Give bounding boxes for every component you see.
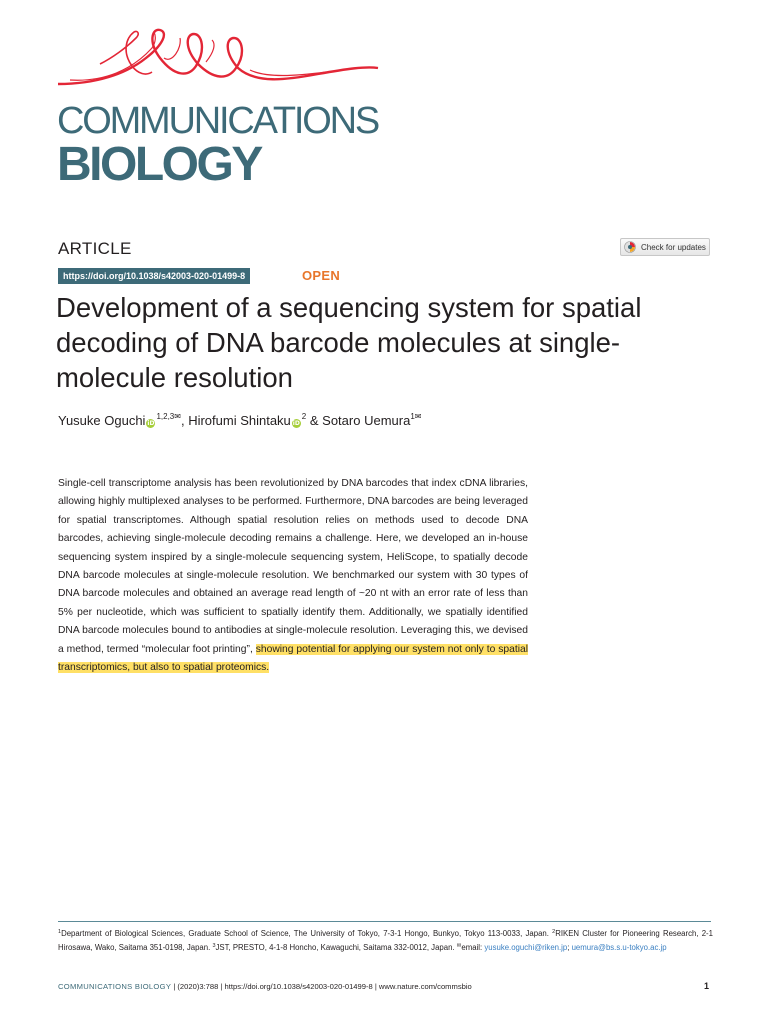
abstract-text: Single-cell transcriptome analysis has been revolutionized by DNA barcodes that index cDNA libraries, allowing highly multiplexed analyses to be performed. Furthermore, DNA barcodes are being leveraged for spatial transcriptomes. Although spatial resolution relies on methods used to decode DNA barcodes, achieving single-molecule decoding remains a challenge. Here, we developed an in-house sequencing system inspired by a single-molecule sequencing system, HeliScope, to spatially decode DNA barcode molecules at single-molecule resolution. We benchmarked our system with 30 types of DNA barcode molecules and obtained an average read length of ~20 nt with an error rate of less than 5% per nucleotide, which was sufficient to spatially identify them. Additionally, we spatially identified DNA barcode molecules bound to antibodies at single-molecule resolution. Leveraging this, we devised a method, termed “molecular foot printing”, (58, 478, 528, 655)
affiliation-number: 2 (552, 929, 556, 935)
footnote-divider (58, 921, 711, 922)
wave-stroke-thin (70, 32, 326, 80)
author-list (58, 408, 421, 430)
journal-name-line2: BIOLOGY (57, 138, 261, 191)
author-separator: , (180, 413, 189, 428)
abstract-highlighted-text: showing potential for applying our system not only to spatial transcriptomics, but also to spatial proteomics. (58, 643, 528, 674)
check-updates-icon (624, 241, 636, 253)
author-separator: & (306, 413, 323, 428)
affiliation-text: Department of Biological Sciences, Graduate School of Science, The University of Tokyo, 7-3-1 Hongo, Bunkyo, Tokyo 113-0033, Japan. (61, 929, 553, 938)
affiliation-number: 1 (58, 929, 62, 935)
doi-link[interactable]: https://doi.org/10.1038/s42003-020-01499-8 (58, 268, 250, 284)
footer-journal-name: COMMUNICATIONS BIOLOGY (58, 982, 172, 991)
affiliation-number: 3 (212, 943, 216, 949)
author-affiliation-3: 1✉ (410, 412, 422, 421)
email-link-2[interactable]: uemura@bs.s.u-tokyo.ac.jp (571, 943, 667, 952)
affiliation-text: RIKEN Cluster for Pioneering Research, 2-1 Hirosawa, Wako, Saitama 351-0198, Japan. (58, 929, 713, 952)
journal-logo-wave (56, 18, 380, 98)
author-affiliation-2: 2 (301, 412, 307, 421)
orcid-icon[interactable]: iD (147, 420, 155, 427)
email-separator: ; (567, 943, 572, 952)
open-access-label: OPEN (302, 268, 341, 283)
article-title: Development of a sequencing system for spatial decoding of DNA barcode molecules at single-molecule resolution (56, 292, 642, 393)
check-updates-label: Check for updates (641, 242, 706, 252)
abstract (58, 475, 528, 677)
affiliation-text: JST, PRESTO, 4-1-8 Honcho, Kawaguchi, Saitama 332-0012, Japan. (215, 943, 457, 952)
footer-citation: | (2020)3:788 | https://doi.org/10.1038/s42003-020-01499-8 | www.nature.com/commsbio (171, 982, 472, 991)
wave-stroke-main (58, 30, 378, 84)
journal-name-line1: COMMUNICATIONS (57, 100, 379, 142)
author-name-1[interactable]: Yusuke Oguchi (58, 413, 146, 428)
author-name-3[interactable]: Sotaro Uemura (322, 413, 411, 428)
orcid-icon[interactable]: iD (292, 420, 300, 427)
author-affiliation-1: 1,2,3✉ (156, 412, 181, 421)
wave-stroke-left (100, 31, 152, 74)
email-icon: ✉ (456, 943, 462, 949)
page-footer (58, 982, 472, 991)
check-for-updates-button[interactable] (620, 238, 710, 256)
author-name-2[interactable]: Hirofumi Shintaku (188, 413, 291, 428)
article-type-label: ARTICLE (58, 239, 132, 258)
email-link-1[interactable]: yusuke.oguchi@riken.jp (484, 943, 568, 952)
email-label: email: (461, 943, 485, 952)
page-number: 1 (704, 981, 710, 991)
affiliations-footnote (58, 926, 713, 954)
